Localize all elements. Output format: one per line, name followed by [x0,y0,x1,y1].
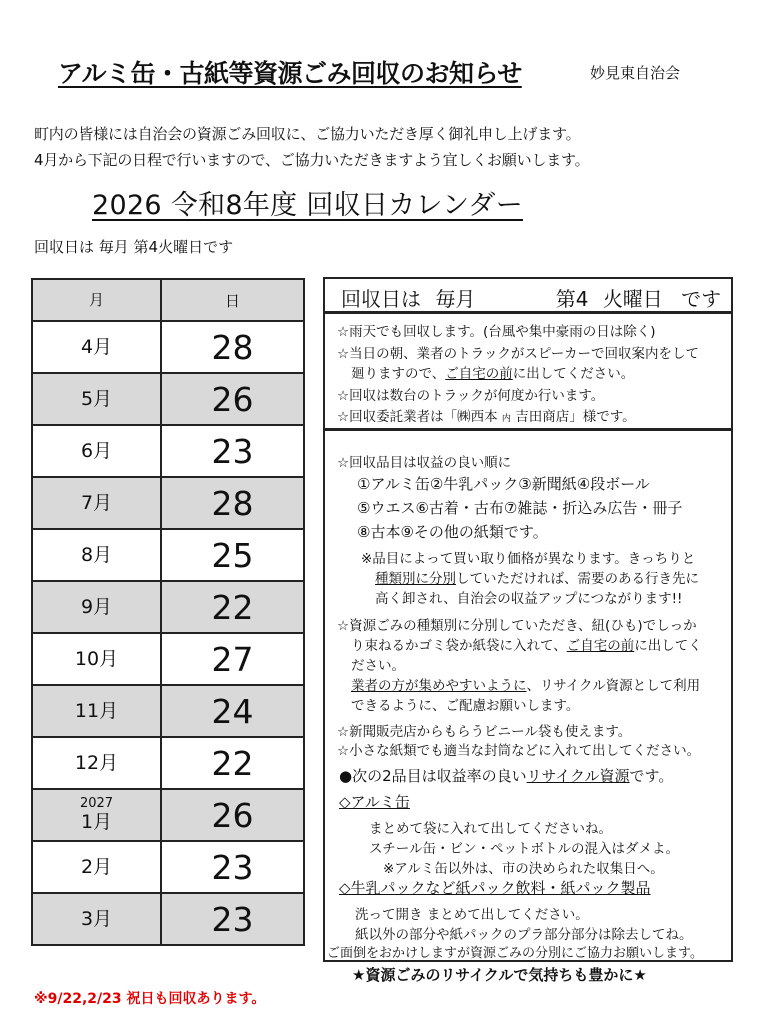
notice-truck-cont-b: に出してください。 [512,366,635,382]
day-cell: 23 [161,841,304,893]
page-title: アルミ缶・古紙等資源ごみ回収のお知らせ [58,59,522,88]
sort-line-2-a: り束ねるかゴミ袋か紙袋に入れて、 [351,638,567,654]
month-label: 9月 [80,595,113,618]
aluminum-can-note-2: スチール缶・ビン・ペットボトルの混入はダメよ。 [369,841,679,857]
bag-note-2: ☆小さな紙類でも適当な封筒などに入れて出してください。 [337,743,701,759]
recycle-heading-c: です。 [629,767,674,785]
month-label: 12月 [74,751,119,774]
month-label: 2月 [80,855,113,878]
calendar-title: 2026 令和8年度 回収日カレンダー [92,190,524,221]
day-cell: 26 [161,789,304,841]
notice-contractor-b: 吉田商店」様です。 [515,409,636,425]
day-cell: 22 [161,737,304,789]
sort-line-4 [351,674,700,694]
closing-slogan: ★資源ごみのリサイクルで気持ちも豊かに★ [352,966,647,984]
panel-header-part-2: 毎月 [435,287,476,311]
notice-contractor [337,405,636,425]
day-cell: 22 [161,581,304,633]
month-cell [32,373,161,425]
price-note-2 [375,567,699,587]
month-cell [32,841,161,893]
organization-name: 妙見東自治会 [590,64,681,82]
price-note-2-rest: していただければ、需要のある行き先に [456,571,699,587]
table-row [32,581,304,633]
month-label: 6月 [80,439,113,462]
notice-rain: ☆雨天でも回収します。(台風や集中豪雨の日は除く) [337,324,656,340]
month-cell [32,321,161,373]
thanks-note: ご面倒をおかけしますが資源ごみの分別にご協力お願いします。 [327,946,703,961]
milk-carton-note-2: 紙以外の部分や紙パックのプラ部分部分は除去してね。 [355,927,693,943]
panel-header-part-3: 第4 [555,287,589,311]
day-cell: 26 [161,373,304,425]
calendar-body [32,321,304,945]
bag-note-1: ☆新聞販売店からもらうビニール袋も使えます。 [337,724,632,740]
table-row [32,321,304,373]
items-intro: ☆回収品目は収益の良い順に [337,455,512,471]
sort-line-2 [351,634,702,654]
month-label: 8月 [80,543,113,566]
month-cell [32,477,161,529]
table-header-row [32,279,304,321]
items-list-1: ①アルミ缶②牛乳パック③新聞紙④段ボール [357,475,650,493]
panel-header-part-1: 回収日は [341,287,421,311]
day-cell: 28 [161,321,304,373]
items-box [323,429,733,962]
month-label: 4月 [80,335,113,358]
recycle-heading-resource: リサイクル資源 [526,767,630,785]
notice-truck-cont-a: 廻りますので、 [351,366,446,382]
month-label: 7月 [80,491,113,514]
month-cell [32,425,161,477]
month-label: 10月 [74,647,119,670]
notice-contractor-inner: 内 [501,414,511,424]
table-row [32,789,304,841]
notice-contractor-a: ☆回収委託業者は「㈱西本 [337,409,498,425]
notice-box [323,312,733,430]
aluminum-can-note-3: ※アルミ缶以外は、市の決められた収集日へ。 [383,861,664,877]
sort-line-4-underlined: 業者の方が集めやすいように [351,678,527,694]
items-list-2: ⑤ウエス⑥古着・古布⑦雑誌・折込み広告・冊子 [357,499,683,517]
day-cell: 27 [161,633,304,685]
table-row [32,685,304,737]
table-row [32,841,304,893]
month-cell [32,685,161,737]
day-header: 日 [161,279,304,321]
month-label: 11月 [74,699,119,722]
sort-line-4-rest: 、リサイクル資源として利用 [526,678,701,694]
table-row [32,893,304,945]
notice-multiple-trucks: ☆回収は数台のトラックが何度か行います。 [337,388,605,404]
aluminum-can-note-1: まとめて袋に入れて出してくださいね。 [369,821,612,837]
sort-line-3: ださい。 [351,658,405,674]
sort-line-2-home: ご自宅の前 [566,638,635,654]
month-cell [32,633,161,685]
price-note-1: ※品目によって買い取り価格が異なります。きっちりと [361,551,696,567]
recycle-heading [339,765,673,786]
table-row [32,529,304,581]
pickup-rule: 回収日は 毎月 第4火曜日です [34,238,234,256]
items-list-3: ⑧古本⑨その他の紙類です。 [357,523,548,541]
price-note-3: 高く卸され、自治会の収益アップにつながります!! [375,591,683,607]
aluminum-can-heading: ◇アルミ缶 [339,793,410,811]
notice-truck-cont [351,362,634,382]
month-cell [32,737,161,789]
panel-header [323,277,733,313]
month-cell [32,789,161,841]
day-cell: 25 [161,529,304,581]
panel-header-part-5: です [681,287,722,311]
month-label: 3月 [80,907,113,930]
price-note-2-underlined: 種類別に分別 [375,571,456,587]
panel-header-part-4: 火曜日 [602,287,663,311]
month-cell [32,893,161,945]
holiday-note: ※9/22,2/23 祝日も回収あります。 [34,991,266,1007]
recycle-heading-a: ●次の2品目は収益率の良い [339,767,527,785]
collection-calendar-table [31,278,305,946]
sort-line-2-c: に出してく [634,638,702,654]
table-row [32,373,304,425]
intro-line-2: 4月から下記の日程で行いますので、ご協力いただきますよう宜しくお願いします。 [34,151,590,169]
day-cell: 24 [161,685,304,737]
notice-home-front: ご自宅の前 [445,366,513,382]
notice-truck: ☆当日の朝、業者のトラックがスピーカーで回収案内をして [337,346,700,362]
day-cell: 23 [161,425,304,477]
month-cell [32,529,161,581]
sort-line-1: ☆資源ごみの種類別に分別していただき、紐(ひも)でしっか [337,618,697,634]
table-row [32,425,304,477]
month-label: 5月 [80,387,113,410]
day-cell: 28 [161,477,304,529]
milk-carton-note-1: 洗って開き まとめて出してください。 [355,907,589,923]
intro-line-1: 町内の皆様には自治会の資源ごみ回収に、ご協力いただき厚く御礼申し上げます。 [34,125,581,143]
year-label: 2027 [79,796,114,812]
table-row [32,737,304,789]
month-cell [32,581,161,633]
day-cell: 23 [161,893,304,945]
table-row [32,477,304,529]
month-label: 1月 [80,810,113,833]
table-row [32,633,304,685]
sort-line-5: できるように、ご配慮お願いします。 [351,698,580,714]
month-header: 月 [32,279,161,321]
milk-carton-heading: ◇牛乳パックなど紙パック飲料・紙パック製品 [339,879,651,897]
